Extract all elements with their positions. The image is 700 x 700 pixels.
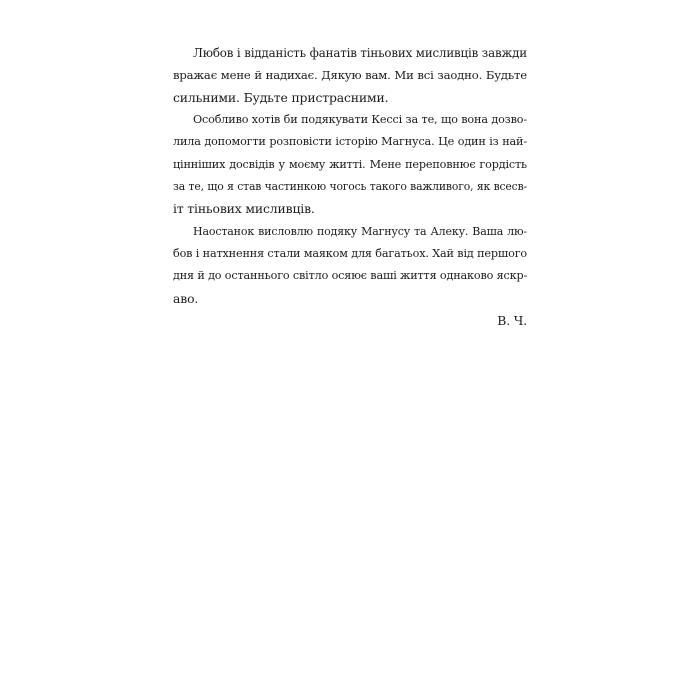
paragraph-2	[173, 109, 527, 221]
text-line: цінніших досвідів у моєму житті. Мене переповнює гордість	[173, 157, 527, 171]
author-signature: В. Ч.	[497, 313, 527, 329]
text-line: сильними. Будьте пристрасними.	[173, 89, 389, 105]
text-line: дня й до останнього світло осяює ваші життя однаково яскр-	[173, 269, 528, 283]
paragraph-3	[173, 221, 527, 310]
text-line: аво.	[173, 290, 199, 306]
text-line: за те, що я став частинкою чогось такого важливого, як всесв-	[173, 180, 527, 194]
text-line: бов і натхнення стали маяком для багатьох. Хай від першого	[173, 247, 527, 261]
text-line: іт тіньових мисливців.	[173, 201, 315, 217]
text-line: Любов і відданість фанатів тіньових мисливців завжди	[193, 46, 527, 60]
paragraph-1	[173, 42, 527, 109]
text-line: лила допомогти розповісти історію Магнуса. Це один із най-	[173, 135, 527, 149]
text-line: вражає мене й надихає. Дякую вам. Ми всі заодно. Будьте	[173, 68, 527, 83]
text-line: Особливо хотів би подякувати Кессі за те, що вона дозво-	[193, 113, 527, 127]
text-line: Наостанок висловлю подяку Магнусу та Алеку. Ваша лю-	[193, 224, 527, 238]
page-text	[173, 42, 527, 332]
